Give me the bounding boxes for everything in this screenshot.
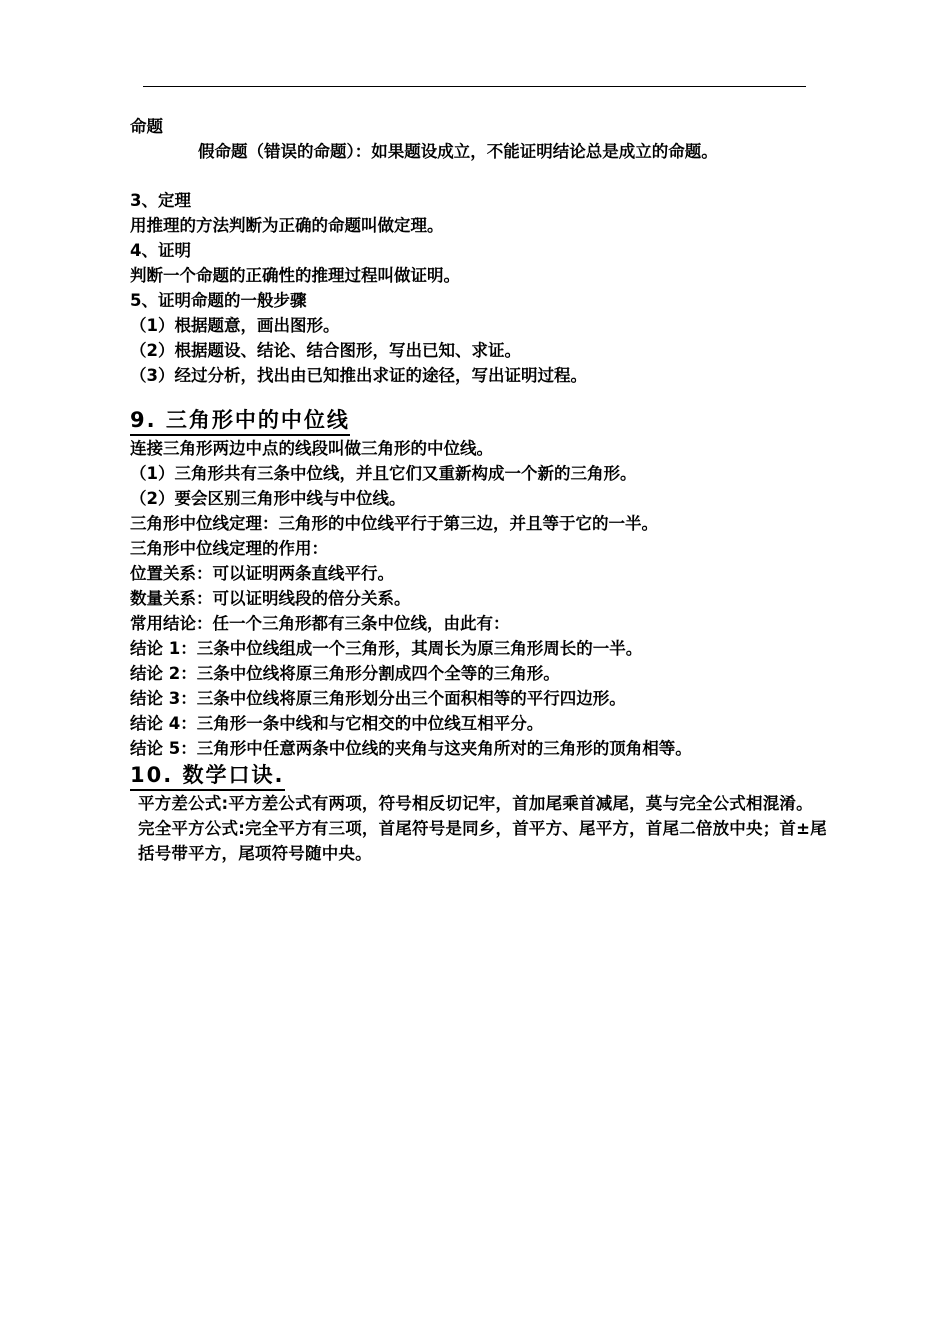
steps-heading: 5、证明命题的一般步骤 bbox=[130, 291, 307, 310]
midline-line: 数量关系：可以证明线段的倍分关系。 bbox=[130, 589, 411, 608]
step-item: （2）根据题设、结论、结合图形，写出已知、求证。 bbox=[130, 341, 521, 360]
section-9-title-row bbox=[130, 406, 842, 436]
midline-line: 三角形中位线定理的作用： bbox=[130, 539, 328, 558]
spacer bbox=[130, 164, 842, 188]
theorem-heading: 3、定理 bbox=[130, 191, 191, 210]
step-item: （3）经过分析，找出由已知推出求证的途径，写出证明过程。 bbox=[130, 366, 587, 385]
midline-line: 三角形中位线定理：三角形的中位线平行于第三边，并且等于它的一半。 bbox=[130, 514, 658, 533]
section-10-title-row bbox=[130, 761, 842, 791]
midline-line: （2）要会区别三角形中线与中位线。 bbox=[130, 489, 406, 508]
midline-conclusion: 结论 3：三条中位线将原三角形划分出三个面积相等的平行四边形。 bbox=[130, 689, 626, 708]
step-item: （1）根据题意，画出图形。 bbox=[130, 316, 340, 335]
false-proposition-definition: 假命题（错误的命题）：如果题设成立，不能证明结论总是成立的命题。 bbox=[198, 142, 718, 161]
perfect-square-rhyme: 完全平方公式:完全平方有三项，首尾符号是同乡，首平方、尾平方，首尾二倍放中央；首±尾括号带平方，尾项符号随中央。 bbox=[138, 819, 827, 863]
midline-conclusion: 结论 2：三条中位线将原三角形分割成四个全等的三角形。 bbox=[130, 664, 560, 683]
midline-conclusion: 结论 1：三条中位线组成一个三角形，其周长为原三角形周长的一半。 bbox=[130, 639, 643, 658]
header-rule bbox=[143, 86, 806, 87]
section-10-title: 10. 数学口诀. bbox=[130, 761, 285, 791]
proof-heading: 4、证明 bbox=[130, 241, 191, 260]
spacer bbox=[130, 388, 842, 406]
theorem-definition: 用推理的方法判断为正确的命题叫做定理。 bbox=[130, 216, 444, 235]
midline-conclusion: 结论 4：三角形一条中线和与它相交的中位线互相平分。 bbox=[130, 714, 544, 733]
document-body bbox=[130, 114, 842, 866]
square-difference-rhyme: 平方差公式:平方差公式有两项，符号相反切记牢，首加尾乘首减尾，莫与完全公式相混淆。 bbox=[138, 794, 813, 813]
midline-line: 位置关系：可以证明两条直线平行。 bbox=[130, 564, 394, 583]
midline-line: 常用结论：任一个三角形都有三条中位线，由此有： bbox=[130, 614, 510, 633]
section-9-title: 9. 三角形中的中位线 bbox=[130, 406, 350, 436]
proposition-heading: 命题 bbox=[130, 117, 163, 136]
proof-definition: 判断一个命题的正确性的推理过程叫做证明。 bbox=[130, 266, 460, 285]
midline-line: 连接三角形两边中点的线段叫做三角形的中位线。 bbox=[130, 439, 493, 458]
midline-line: （1）三角形共有三条中位线，并且它们又重新构成一个新的三角形。 bbox=[130, 464, 637, 483]
midline-conclusion: 结论 5：三角形中任意两条中位线的夹角与这夹角所对的三角形的顶角相等。 bbox=[130, 739, 692, 758]
